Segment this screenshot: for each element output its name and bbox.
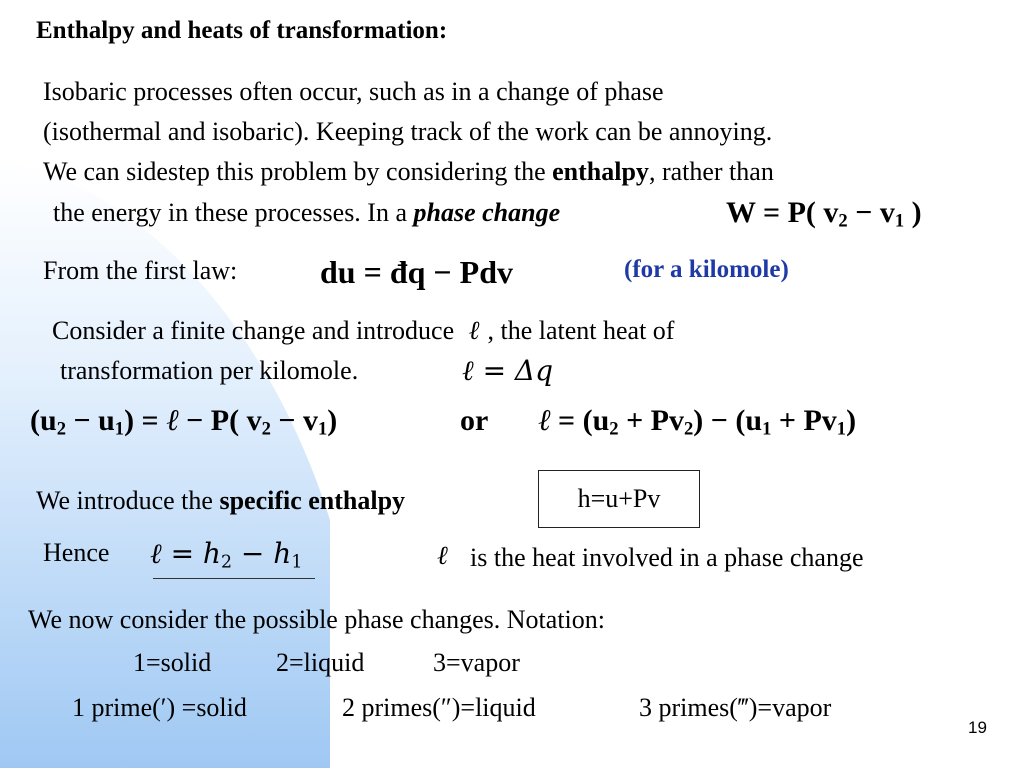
paragraph-line: Isobaric processes often occur, such as in a change of phase	[43, 77, 664, 106]
text-span: Consider a finite change and introduce	[52, 316, 455, 345]
page-number: 19	[968, 718, 987, 737]
specific-enthalpy-line	[36, 486, 405, 516]
paragraph-line: (isothermal and isobaric). Keeping track of the work can be annoying.	[43, 117, 773, 146]
notation-liquid: 2=liquid	[276, 648, 365, 677]
notation-vapor: 3=vapor	[433, 648, 520, 677]
latent-equation-left: $(u_2 - u_1)$ = ℓ − P( $v_2 - v_1$)	[30, 403, 338, 440]
prime-liquid: 2 primes(″)=liquid	[342, 693, 536, 722]
latent-symbol: ℓ	[437, 541, 448, 571]
heat-note: is the heat involved in a phase change	[470, 543, 864, 572]
notation-solid: 1=solid	[133, 648, 212, 677]
or-word: or	[460, 404, 489, 437]
slide-title: Enthalpy and heats of transformation:	[36, 17, 448, 44]
paragraph-line	[43, 157, 774, 187]
enthalpy-definition-box: h=u+Pv	[538, 470, 700, 528]
first-law-label: From the first law:	[43, 256, 238, 285]
text-span: , the latent heat of	[487, 316, 675, 345]
kilomole-note: (for a kilomole)	[624, 256, 789, 283]
hence-equation: ℓ = $h_2 - h_1$	[150, 537, 303, 573]
prime-vapor: 3 primes(‴)=vapor	[639, 693, 832, 722]
equation-underline	[153, 578, 315, 579]
latent-symbol: ℓ	[468, 316, 480, 346]
hence-label: Hence	[43, 538, 110, 567]
text-span: We can sidestep this problem by considering the	[43, 157, 553, 186]
paragraph-line	[53, 198, 560, 228]
phase-intro: We now consider the possible phase changes. Notation:	[28, 605, 605, 634]
latent-line: transformation per kilomole.	[60, 356, 359, 385]
enthalpy-term: enthalpy	[552, 157, 649, 186]
specific-enthalpy-term: specific enthalpy	[219, 486, 406, 515]
text-span: , rather than	[648, 157, 774, 186]
latent-line	[52, 316, 674, 347]
latent-equation-right: ℓ = $(u_2 + Pv_2) - (u_1 + Pv_1)$	[538, 403, 857, 440]
text-span: We introduce the	[36, 486, 220, 515]
text-span: the energy in these processes. In a	[53, 198, 414, 227]
phase-change-term: phase change	[413, 198, 561, 227]
work-equation: W = P( $v_2 - v_1$ )	[726, 196, 922, 232]
latent-dq-equation: ℓ = Δq	[462, 354, 554, 387]
first-law-equation: du = đq − Pdv	[320, 254, 513, 290]
prime-solid: 1 prime(′) =solid	[72, 693, 247, 722]
